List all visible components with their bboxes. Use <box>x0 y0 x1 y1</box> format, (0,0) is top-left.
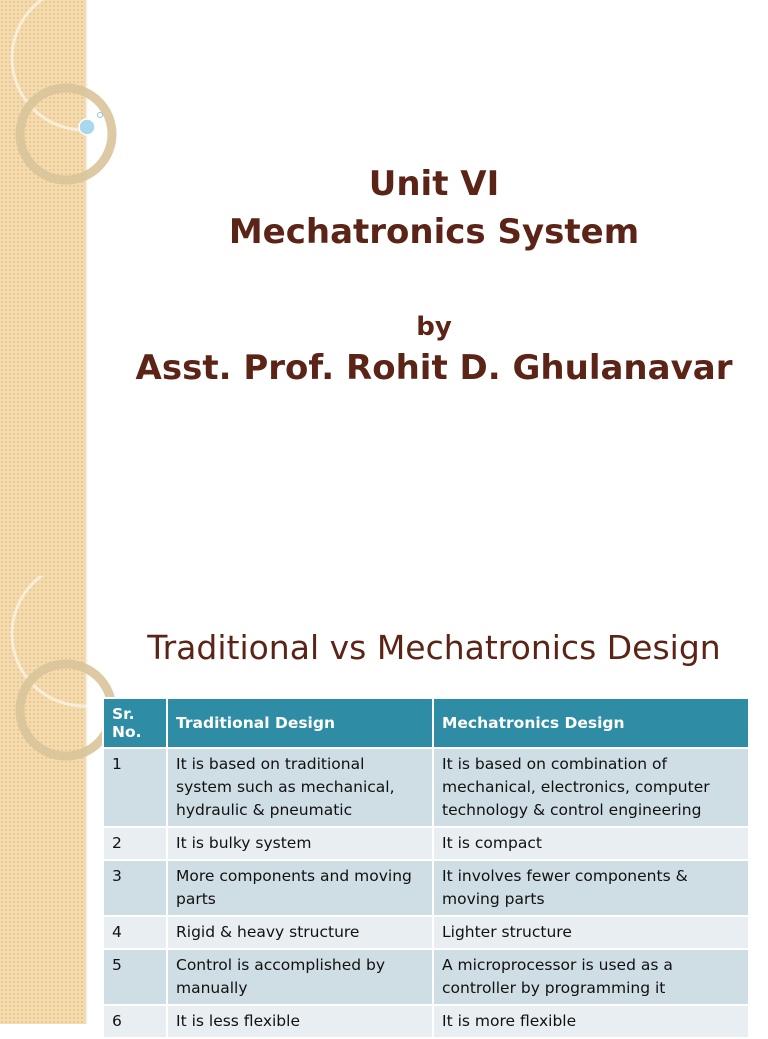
cell-sr-no: 3 <box>103 860 167 916</box>
table-row <box>103 860 749 916</box>
comparison-table <box>102 697 750 1039</box>
by-label: by <box>416 312 452 342</box>
table-row <box>103 748 749 827</box>
header-mechatronics: Mechatronics Design <box>433 698 749 748</box>
cell-sr-no: 1 <box>103 748 167 827</box>
cell-sr-no: 5 <box>103 949 167 1005</box>
table-header-row <box>103 698 749 748</box>
header-traditional: Traditional Design <box>167 698 433 748</box>
cell-mechatronics: Lighter structure <box>433 916 749 949</box>
cell-sr-no: 2 <box>103 827 167 860</box>
cell-mechatronics: A microprocessor is used as a controller by programming it <box>433 949 749 1005</box>
table-row <box>103 916 749 949</box>
cell-traditional: Control is accomplished by manually <box>167 949 433 1005</box>
cell-mechatronics: It is more flexible <box>433 1005 749 1038</box>
cell-traditional: Rigid & heavy structure <box>167 916 433 949</box>
cell-sr-no: 4 <box>103 916 167 949</box>
cell-mechatronics: It involves fewer components & moving parts <box>433 860 749 916</box>
cell-mechatronics: It is compact <box>433 827 749 860</box>
table-row <box>103 949 749 1005</box>
cell-mechatronics: It is based on combination of mechanical, electronics, computer technology & control engineering <box>433 748 749 827</box>
cell-traditional: More components and moving parts <box>167 860 433 916</box>
header-sr-no: Sr. No. <box>103 698 167 748</box>
comparison-title: Traditional vs Mechatronics Design <box>147 628 721 667</box>
author-name: Asst. Prof. Rohit D. Ghulanavar <box>135 348 733 388</box>
system-title: Mechatronics System <box>228 212 640 252</box>
cell-traditional: It is less flexible <box>167 1005 433 1038</box>
cell-traditional: It is bulky system <box>167 827 433 860</box>
cell-sr-no: 6 <box>103 1005 167 1038</box>
table-row <box>103 1005 749 1038</box>
table-row <box>103 827 749 860</box>
cell-traditional: It is based on traditional system such as mechanical, hydraulic & pneumatic <box>167 748 433 827</box>
unit-title: Unit VI <box>368 164 500 204</box>
